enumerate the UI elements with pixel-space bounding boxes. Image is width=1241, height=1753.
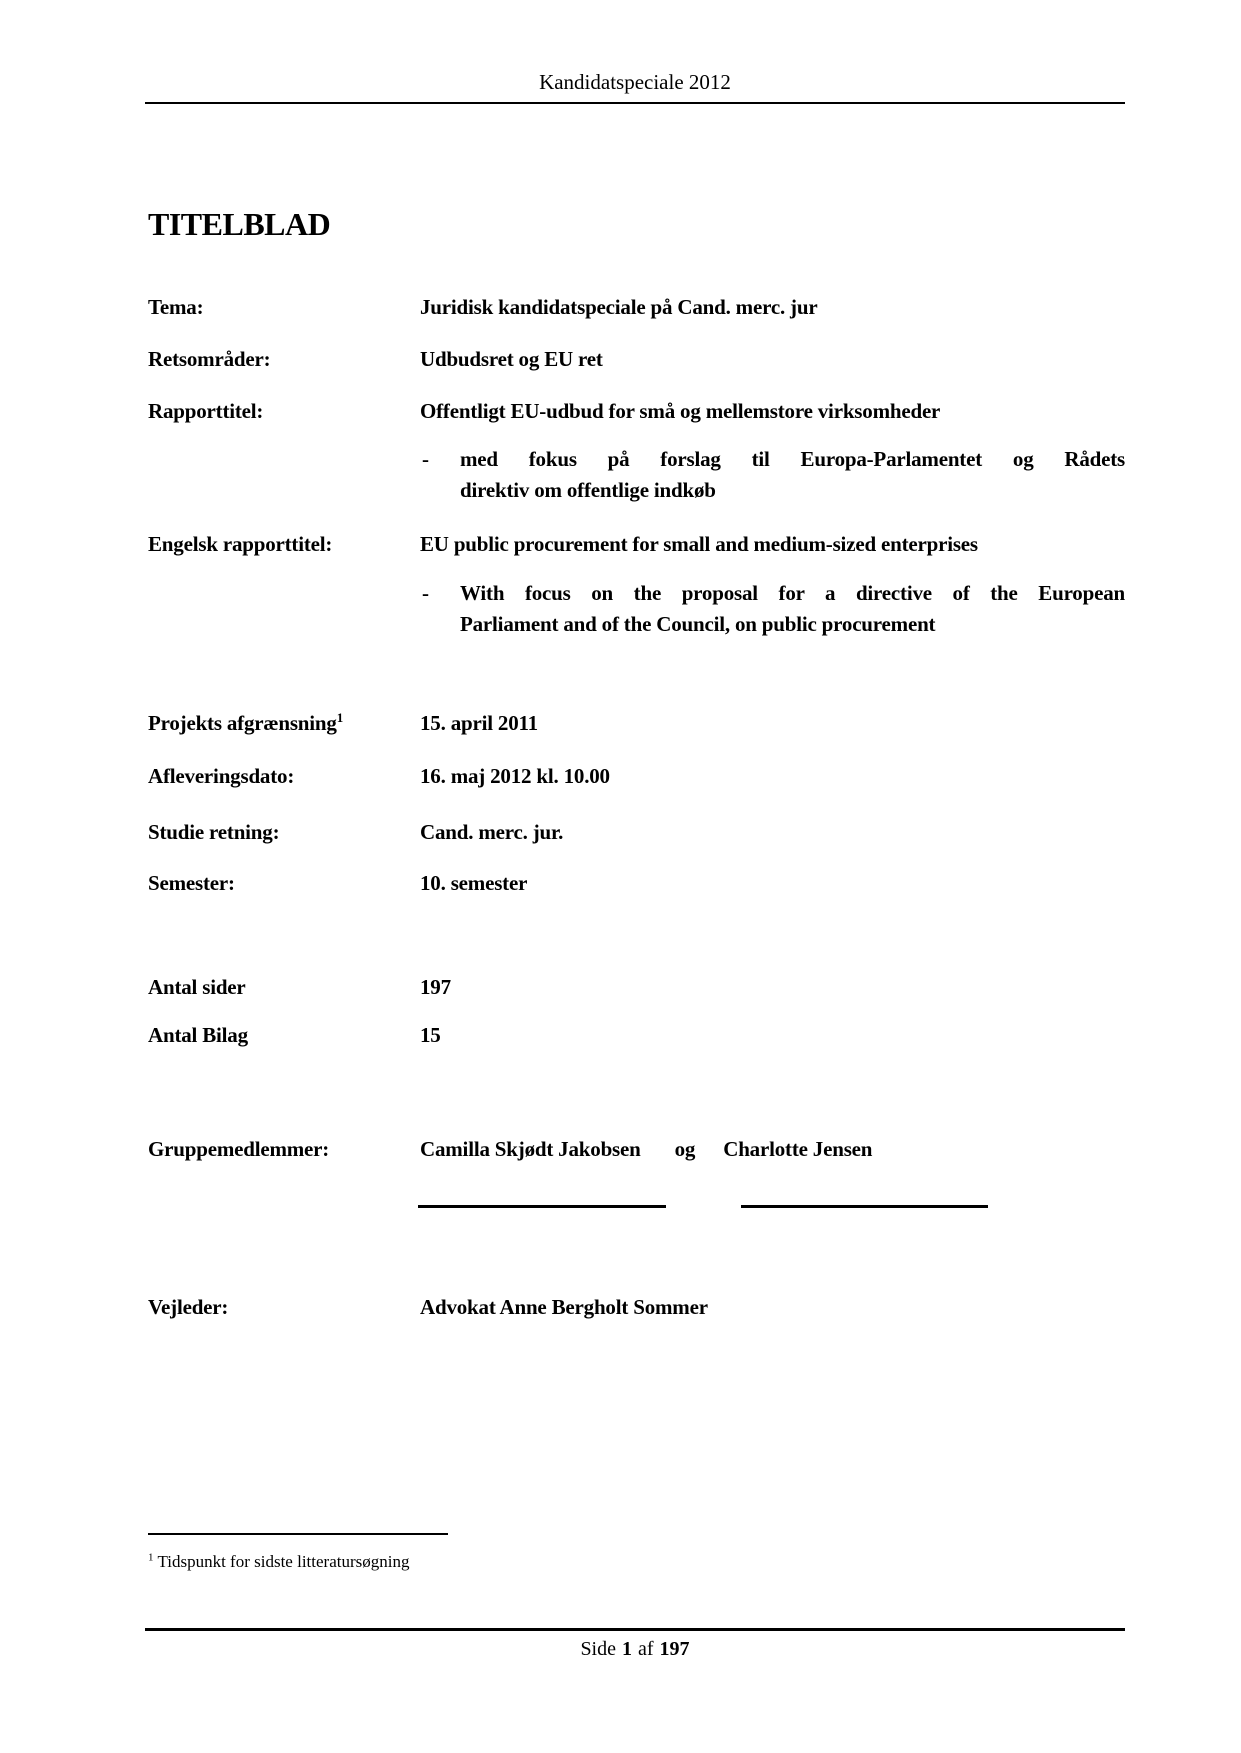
field-label: Afleveringsdato: xyxy=(148,764,295,788)
field-row-gruppemedlemmer xyxy=(148,1136,1128,1163)
field-label: Semester: xyxy=(148,871,235,895)
danish-subtitle-line2: direktiv om offentlige indkøb xyxy=(460,478,716,502)
footer-rule xyxy=(145,1628,1125,1631)
footer-page-label: Side xyxy=(580,1638,616,1660)
field-value: Offentligt EU-udbud for små og mellemstore virksomheder xyxy=(420,399,941,423)
field-row-antal-bilag xyxy=(148,1022,1128,1049)
danish-subtitle-bullet xyxy=(420,444,1125,506)
page-title: TITELBLAD xyxy=(148,206,331,242)
member-name-2: Charlotte Jensen xyxy=(723,1137,873,1161)
field-label: Retsområder: xyxy=(148,347,271,371)
english-subtitle-bullet xyxy=(420,578,1125,640)
field-label: Rapporttitel: xyxy=(148,399,264,423)
running-header-title: Kandidatspeciale 2012 xyxy=(539,70,731,94)
field-value: EU public procurement for small and medium-sized enterprises xyxy=(420,532,978,556)
footnote-reference: 1 xyxy=(336,710,344,725)
footer-total-pages: 197 xyxy=(659,1638,690,1660)
field-label: Tema: xyxy=(148,295,204,319)
field-label: Vejleder: xyxy=(148,1295,229,1319)
field-row-afleveringsdato xyxy=(148,763,1128,790)
field-value: 16. maj 2012 kl. 10.00 xyxy=(420,764,610,788)
footnote-separator-rule xyxy=(148,1533,448,1535)
field-label: Gruppemedlemmer: xyxy=(148,1137,330,1161)
english-subtitle-line1: With focus on the proposal for a directive of the European xyxy=(460,581,1125,605)
field-row-retsomraader xyxy=(148,346,1128,373)
field-row-vejleder xyxy=(148,1294,1128,1321)
bullet-dash: - xyxy=(422,581,429,605)
field-value: Cand. merc. jur. xyxy=(420,820,564,844)
field-value: 197 xyxy=(420,975,451,999)
signature-line-2 xyxy=(741,1205,988,1208)
group-members xyxy=(420,1136,872,1163)
field-value: 15. april 2011 xyxy=(420,711,538,735)
field-row-semester xyxy=(148,870,1128,897)
signature-line-1 xyxy=(418,1205,666,1208)
footer-page-number: 1 xyxy=(622,1638,632,1660)
field-row-tema xyxy=(148,294,1128,321)
page-footer xyxy=(145,1638,1125,1661)
field-label: Antal Bilag xyxy=(148,1023,248,1047)
field-value: 10. semester xyxy=(420,871,528,895)
field-value: Advokat Anne Bergholt Sommer xyxy=(420,1295,708,1319)
field-row-projekts-afgraensning xyxy=(148,710,1128,737)
field-label: Antal sider xyxy=(148,975,246,999)
field-value: Udbudsret og EU ret xyxy=(420,347,603,371)
header-rule xyxy=(145,102,1125,104)
field-label: Studie retning: xyxy=(148,820,280,844)
member-conjunction: og xyxy=(674,1137,696,1161)
footnote-text: Tidspunkt for sidste litteratursøgning xyxy=(157,1552,410,1571)
english-subtitle-line2: Parliament and of the Council, on public procurement xyxy=(460,612,936,636)
bullet-dash: - xyxy=(422,447,429,471)
field-row-antal-sider xyxy=(148,974,1128,1001)
field-row-engelsk-rapporttitel xyxy=(148,531,1128,558)
field-label: Engelsk rapporttitel: xyxy=(148,532,333,556)
field-row-rapporttitel xyxy=(148,398,1128,425)
footnote-marker: 1 xyxy=(148,1551,154,1564)
danish-subtitle-line1: med fokus på forslag til Europa-Parlamentet og Rådets xyxy=(460,447,1125,471)
field-label: Projekts afgrænsning$^1$ xyxy=(148,710,344,735)
footnote xyxy=(148,1552,1048,1572)
member-name-1: Camilla Skjødt Jakobsen xyxy=(420,1137,641,1161)
field-value: Juridisk kandidatspeciale på Cand. merc. jur xyxy=(420,295,818,319)
footer-of-label: af xyxy=(638,1638,654,1660)
field-value: 15 xyxy=(420,1023,441,1047)
field-row-studie-retning xyxy=(148,819,1128,846)
